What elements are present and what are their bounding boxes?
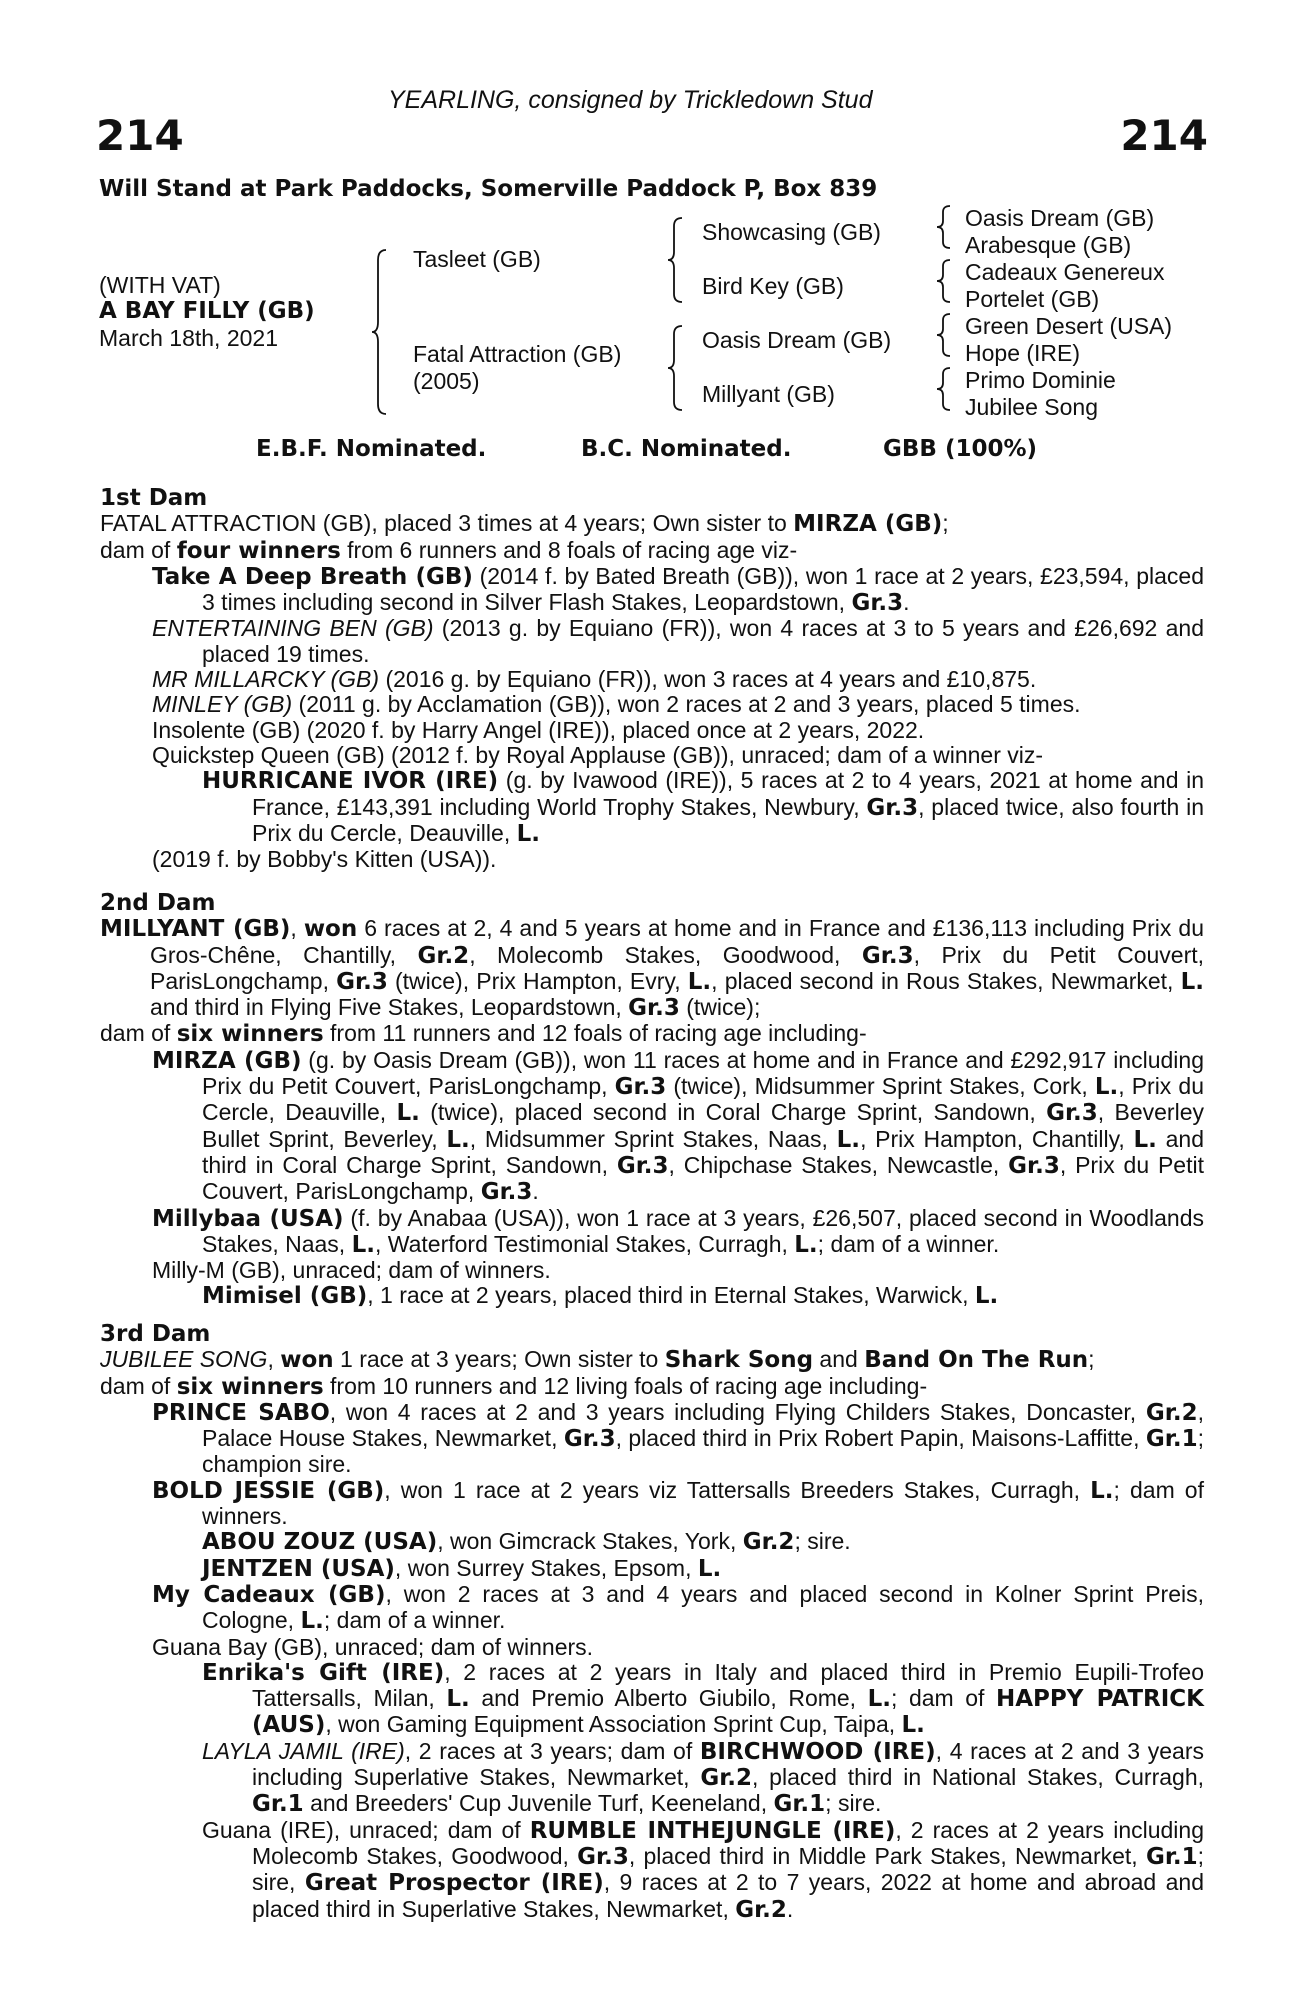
- lot-number-right: 214: [1120, 111, 1208, 160]
- third-dam-heading: 3rd Dam: [100, 1321, 211, 1347]
- second-dam-heading: 2nd Dam: [100, 890, 216, 916]
- produce-millybaa: Millybaa (USA) (f. by Anabaa (USA)), won 1 race at 3 years, £26,507, placed second in Woodlands Stakes, Naas, L., Waterford Testimonial Stakes, Curragh, L.; dam of a winner.: [152, 1204, 1204, 1258]
- pedigree-bracket-sire: [666, 216, 686, 304]
- produce-bold-jessie: BOLD JESSIE (GB), won 1 race at 2 years viz Tattersalls Breeders Stakes, Curragh, L.; dam of winners.: [152, 1476, 1204, 1530]
- first-dam-section: [100, 486, 1204, 872]
- produce-entertaining-ben: ENTERTAINING BEN (GB) (2013 g. by Equiano (FR)), won 4 races at 3 to 5 years and £26,692 and placed 19 times.: [152, 615, 1205, 667]
- pedigree-gen2-4: Millyant (GB): [702, 381, 835, 407]
- pedigree-gen3-1: Oasis Dream (GB): [965, 205, 1155, 231]
- produce-hurricane-ivor: HURRICANE IVOR (IRE) (g. by Ivawood (IRE)), 5 races at 2 to 4 years, 2021 at home and in France, £143,391 including World Trophy Stakes, Newbury, Gr.3, placed twice, also fourth in Prix du Cercle, Deauville, L.: [202, 767, 1204, 847]
- pedigree-gen3-7: Primo Dominie: [965, 367, 1116, 393]
- second-dam-produce-summary: dam of six winners from 11 runners and 12 foals of racing age including-: [100, 1020, 867, 1048]
- produce-2019-filly: (2019 f. by Bobby's Kitten (USA)).: [152, 846, 497, 873]
- pedigree-gen3-3: Cadeaux Genereux: [965, 259, 1165, 285]
- produce-insolente: Insolente (GB) (2020 f. by Harry Angel (IRE)), placed once at 2 years, 2022.: [152, 716, 925, 743]
- produce-enrikas-gift: Enrika's Gift (IRE), 2 races at 2 years in Italy and placed third in Premio Eupili-Trofeo Tattersalls, Milan, L. and Premio Alberto Giubilo, Rome, L.; dam of HAPPY PATRICK (AUS), won Gaming Equipment Association Sprint Cup, Taipa, L.: [202, 1658, 1204, 1739]
- pedigree-gen3-2: Arabesque (GB): [965, 232, 1132, 258]
- produce-quickstep-queen: Quickstep Queen (GB) (2012 f. by Royal Applause (GB)), unraced; dam of a winner viz-: [152, 741, 1044, 768]
- dam-name: Fatal Attraction (GB): [413, 341, 622, 367]
- first-dam-heading: 1st Dam: [100, 485, 208, 511]
- third-dam-record: JUBILEE SONG, won 1 race at 3 years; Own sister to Shark Song and Band On The Run;: [100, 1346, 1095, 1374]
- sire-name: Tasleet (GB): [413, 246, 541, 272]
- pedigree-bracket-g3-1: [936, 204, 954, 250]
- first-dam-produce-summary: dam of four winners from 6 runners and 8 foals of racing age viz-: [100, 536, 798, 564]
- lot-number-left: 214: [96, 111, 184, 160]
- pedigree-gen2-2: Bird Key (GB): [702, 273, 844, 299]
- produce-mirza: MIRZA (GB) (g. by Oasis Dream (GB)), won 11 races at home and in France and £292,917 including Prix du Petit Couvert, ParisLongchamp, Gr.3 (twice), Midsummer Sprint Stakes, Cork, L., Prix du Cercle, Deauville, L. (twice), placed second in Coral Charge Sprint, Sandown, Gr.3, Beverley Bullet Sprint, Beverley, L., Midsummer Sprint Stakes, Naas, L., Prix Hampton, Chantilly, L. and third in Coral Charge Sprint, Sandown, Gr.3, Chipchase Stakes, Newcastle, Gr.3, Prix du Petit Couvert, ParisLongchamp, Gr.3.: [152, 1046, 1204, 1206]
- dam-year: (2005): [413, 368, 480, 394]
- pedigree-gen3-4: Portelet (GB): [965, 286, 1100, 312]
- ebf-nomination: E.B.F. Nominated.: [256, 436, 487, 462]
- pedigree-gen3-8: Jubilee Song: [965, 394, 1098, 420]
- produce-my-cadeaux: My Cadeaux (GB), won 2 races at 3 and 4 years and placed second in Kolner Sprint Preis, Cologne, L.; dam of a winner.: [152, 1580, 1204, 1635]
- first-dam-intro: FATAL ATTRACTION (GB), placed 3 times at 4 years; Own sister to MIRZA (GB);: [100, 510, 949, 538]
- pedigree-gen3-5: Green Desert (USA): [965, 313, 1173, 339]
- pedigree-bracket-gen1: [370, 248, 390, 416]
- consignor-line: YEARLING, consigned by Trickledown Stud: [388, 86, 873, 114]
- produce-mr-millarcky: MR MILLARCKY (GB) (2016 g. by Equiano (FR)), won 3 races at 4 years and £10,875.: [152, 666, 1037, 693]
- gbb-rating: GBB (100%): [883, 436, 1038, 462]
- produce-mimisel: Mimisel (GB), 1 race at 2 years, placed third in Eternal Stakes, Warwick, L.: [202, 1282, 999, 1310]
- third-dam-produce-summary: dam of six winners from 10 runners and 12 living foals of racing age including-: [100, 1372, 928, 1400]
- second-dam-section: [100, 891, 1204, 1310]
- vat-note: (WITH VAT): [99, 272, 221, 298]
- stand-location: Will Stand at Park Paddocks, Somerville Paddock P, Box 839: [99, 176, 878, 202]
- produce-take-a-deep-breath: Take A Deep Breath (GB) (2014 f. by Bated Breath (GB)), won 1 race at 2 years, £23,594, placed 3 times including second in Silver Flash Stakes, Leopardstown, Gr.3.: [152, 562, 1204, 617]
- foaling-date: March 18th, 2021: [99, 325, 279, 351]
- pedigree-gen2-3: Oasis Dream (GB): [702, 327, 892, 353]
- produce-jentzen: JENTZEN (USA), won Surrey Stakes, Epsom, L.: [202, 1554, 722, 1582]
- produce-minley: MINLEY (GB) (2011 g. by Acclamation (GB)), won 2 races at 2 and 3 years, placed 5 times.: [152, 691, 1081, 718]
- horse-name: A BAY FILLY (GB): [99, 298, 315, 324]
- pedigree-bracket-dam: [666, 324, 686, 412]
- bc-nomination: B.C. Nominated.: [581, 436, 792, 462]
- produce-guana-bay: Guana Bay (GB), unraced; dam of winners.: [152, 1633, 594, 1660]
- produce-prince-sabo: PRINCE SABO, won 4 races at 2 and 3 years including Flying Childers Stakes, Doncaster, Gr.2, Palace House Stakes, Newmarket, Gr.3, placed third in Prix Robert Papin, Maisons-Laffitte, Gr.1; champion sire.: [152, 1398, 1204, 1478]
- pedigree-bracket-g3-2: [936, 258, 954, 304]
- third-dam-section: [100, 1322, 1204, 1923]
- produce-abou-zouz: ABOU ZOUZ (USA), won Gimcrack Stakes, York, Gr.2; sire.: [202, 1528, 851, 1556]
- pedigree-bracket-g3-4: [936, 366, 954, 412]
- pedigree-gen3-6: Hope (IRE): [965, 340, 1081, 366]
- pedigree-bracket-g3-3: [936, 312, 954, 358]
- pedigree-gen2-1: Showcasing (GB): [702, 219, 881, 245]
- second-dam-record: MILLYANT (GB), won 6 races at 2, 4 and 5 years at home and in France and £136,113 including Prix du Gros-Chêne, Chantilly, Gr.2, Molecomb Stakes, Goodwood, Gr.3, Prix du Petit Couvert, ParisLongchamp, Gr.3 (twice), Prix Hampton, Evry, L., placed second in Rous Stakes, Newmarket, L. and third in Flying Five Stakes, Leopardstown, Gr.3 (twice);: [100, 915, 1205, 1022]
- produce-layla-jamil: LAYLA JAMIL (IRE), 2 races at 3 years; dam of BIRCHWOOD (IRE), 4 races at 2 and 3 years including Superlative Stakes, Newmarket, Gr.2, placed third in National Stakes, Curragh, Gr.1 and Breeders' Cup Juvenile Turf, Keeneland, Gr.1; sire.: [202, 1737, 1204, 1818]
- produce-milly-m: Milly-M (GB), unraced; dam of winners.: [152, 1257, 551, 1284]
- produce-guana: Guana (IRE), unraced; dam of RUMBLE INTHEJUNGLE (IRE), 2 races at 2 years including Molecomb Stakes, Goodwood, Gr.3, placed third in Middle Park Stakes, Newmarket, Gr.1; sire, Great Prospector (IRE), 9 races at 2 to 7 years, 2022 at home and abroad and placed third in Superlative Stakes, Newmarket, Gr.2.: [202, 1816, 1205, 1923]
